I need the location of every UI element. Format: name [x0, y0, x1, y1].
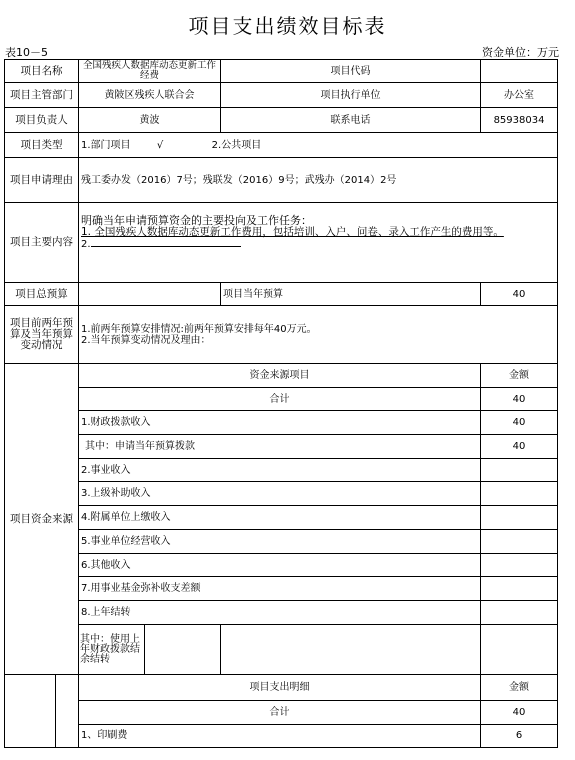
phone-label: 联系电话: [221, 108, 481, 133]
source-row-amount: [481, 554, 558, 577]
prev-budget-body: [79, 306, 558, 364]
type-option-public: 2.公共项目: [211, 139, 262, 151]
source-row-amount: 40: [481, 411, 558, 435]
check-mark: √: [156, 139, 164, 151]
detail-header-amount: 金额: [481, 675, 558, 701]
project-code-label: 项目代码: [221, 60, 481, 83]
funding-source-label: 项目资金来源: [5, 364, 79, 675]
dept-label: 项目主管部门: [5, 83, 79, 108]
basis-label: 项目申请理由: [5, 158, 79, 203]
content-line-1: 1. 全国残疾人数据库动态更新工作费用，包括培训、入户、问卷、录入工作产生的费用等。: [81, 226, 504, 238]
exec-unit-value: 办公室: [481, 83, 558, 108]
content-line-intro: 明确当年申请预算资金的主要投向及工作任务：: [81, 214, 312, 227]
source-row-item: 合计: [79, 388, 481, 411]
source-row-item: 7.用事业基金弥补收支差额: [79, 577, 481, 601]
source-header-item: 资金来源项目: [79, 364, 481, 388]
source-row-item: 6.其他收入: [79, 554, 481, 577]
source-row-amount: 40: [481, 435, 558, 459]
total-budget-value: [79, 283, 221, 306]
basis-value: 残工委办发（2016）7号；残联发（2016）9号；武残办（2014）2号: [79, 158, 558, 203]
source-row-amount: [481, 530, 558, 554]
detail-row-amount: 6: [481, 724, 558, 747]
detail-row-amount: 40: [481, 701, 558, 724]
current-budget-value: 40: [481, 283, 558, 306]
performance-target-table: [4, 59, 558, 748]
source-row-amount: [481, 506, 558, 530]
content-line-2: 2.: [81, 238, 555, 250]
content-body: [79, 203, 558, 283]
expense-detail-label-cell: [5, 675, 79, 748]
source-row-amount: [481, 459, 558, 482]
exec-unit-label: 项目执行单位: [221, 83, 481, 108]
person-value: 黄波: [79, 108, 221, 133]
source-row-amount: 40: [481, 388, 558, 411]
table-number: 表10－5: [5, 46, 48, 59]
prior-year-blank-2: [221, 625, 481, 675]
prior-year-blank-1: [145, 625, 221, 675]
person-label: 项目负责人: [5, 108, 79, 133]
project-code-value: [481, 60, 558, 83]
source-row-amount: [481, 601, 558, 625]
project-name-value: 全国残疾人数据库动态更新工作经费: [79, 60, 221, 83]
source-row-item: 2.事业收入: [79, 459, 481, 482]
prev-budget-line-2: 2.当年预算变动情况及理由：: [81, 334, 211, 346]
dept-value: 黄陂区残疾人联合会: [79, 83, 221, 108]
source-header-amount: 金额: [481, 364, 558, 388]
source-row-item: 3.上级补助收入: [79, 482, 481, 506]
page-title: 项目支出绩效目标表: [188, 14, 387, 38]
detail-row-item: 合计: [79, 701, 481, 724]
phone-value: 85938034: [481, 108, 558, 133]
source-row-item: 4.附属单位上缴收入: [79, 506, 481, 530]
type-option-dept: 1.部门项目: [81, 139, 131, 151]
prev-budget-line-1: 1.前两年预算安排情况:前两年预算安排每年40万元。: [81, 323, 317, 335]
source-row-item: 8.上年结转: [79, 601, 481, 625]
detail-row-item: 1、印刷费: [79, 724, 481, 747]
project-name-label: 项目名称: [5, 60, 79, 83]
prior-year-blank-3: [481, 625, 558, 675]
currency-unit: 资金单位：万元: [482, 46, 559, 59]
total-budget-label: 项目总预算: [5, 283, 79, 306]
type-label: 项目类型: [5, 133, 79, 158]
source-row-item: 5.事业单位经营收入: [79, 530, 481, 554]
prior-year-note: 其中：使用上年财政拨款结余结转: [79, 625, 145, 675]
prev-budget-label: 项目前两年预算及当年预算变动情况: [5, 306, 79, 364]
source-row-amount: [481, 577, 558, 601]
content-label: 项目主要内容: [5, 203, 79, 283]
detail-header-item: 项目支出明细: [79, 675, 481, 701]
source-row-item: 其中：申请当年预算拨款: [79, 435, 481, 459]
type-options: [79, 133, 558, 158]
current-budget-label: 项目当年预算: [221, 283, 481, 306]
source-row-amount: [481, 482, 558, 506]
source-row-item: 1.财政拨款收入: [79, 411, 481, 435]
